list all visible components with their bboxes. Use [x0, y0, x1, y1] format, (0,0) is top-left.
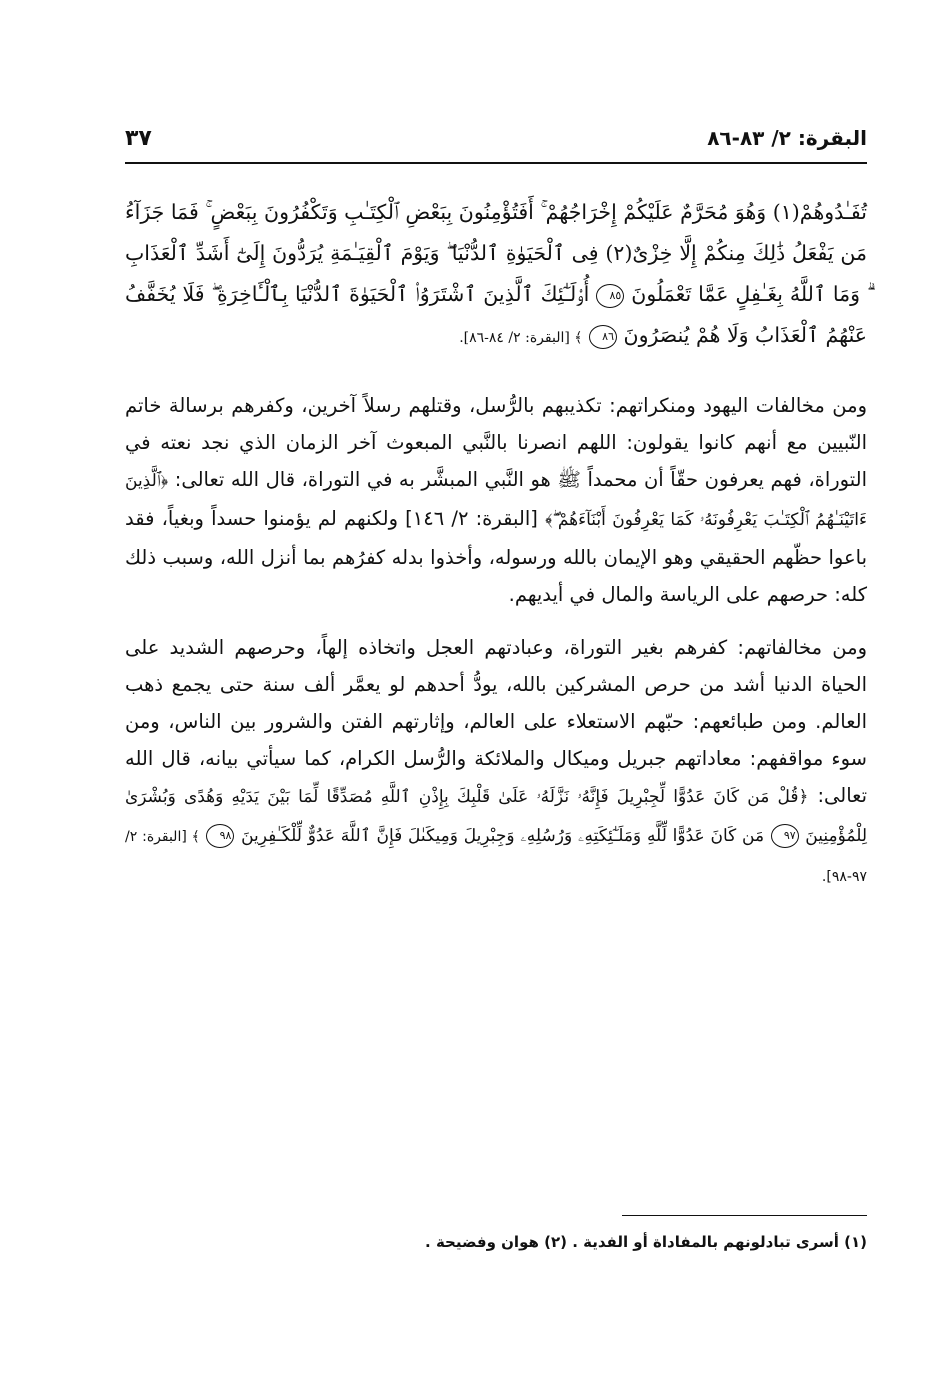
paragraph-2-source: ﴾ [البقرة: ٢/ ٩٧-٩٨].: [125, 829, 867, 885]
footnote-divider: [622, 1215, 867, 1216]
ayah-number-85: ٨٥: [596, 284, 624, 308]
surah-reference: البقرة: ٢/ ٨٣-٨٦: [707, 126, 867, 150]
page-header: [125, 120, 867, 164]
ayah-number-86: ٨٦: [589, 325, 617, 349]
paragraph-1: [125, 387, 867, 613]
paragraph-2-quote: ﴿قُلْ مَن كَانَ عَدُوًّا لِّجِبْرِيلَ فَإِنَّهُۥ نَزَّلَهُۥ عَلَىٰ قَلْبِكَ بِإِذْنِ ٱللَّهِ مُصَدِّقًا لِّمَا بَيْنَ يَدَيْهِ وَهُدًى وَبُشْرَىٰ لِلْمُؤْمِنِينَ: [125, 787, 868, 846]
quran-source: ﴾ [البقرة: ٢/ ٨٤-٨٦].: [459, 330, 583, 346]
quran-verse-text: تُفَـٰدُوهُمْ(١) وَهُوَ مُحَرَّمٌ عَلَيْكُمْ إِخْرَاجُهُمْ ۚ أَفَتُؤْمِنُونَ بِبَعْضِ ٱلْكِتَـٰبِ وَتَكْفُرُونَ بِبَعْضٍ ۚ فَمَا جَزَآءُ مَن يَفْعَلُ ذَٰلِكَ مِنكُمْ إِلَّا خِزْىٌ(٢) فِى ٱلْحَيَوٰةِ ٱلدُّنْيَا ۖ وَيَوْمَ ٱلْقِيَـٰمَةِ يُرَدُّونَ إِلَىٰٓ أَشَدِّ ٱلْعَذَابِ ۗ وَمَا ٱللَّهُ بِغَـٰفِلٍ عَمَّا تَعْمَلُونَ: [125, 200, 867, 306]
paragraph-1-rest: [البقرة: ٢/ ١٤٦] ولكنهم لم يؤمنوا حسداً وبغياً، فقد باعوا حظّهم الحقيقي وهو الإيمان بالله ورسوله، وأخذوا بدله كفرُهم بما أنزل الله، وسبب ذلك كله: حرصهم على الرياسة والمال في أيديهم.: [125, 507, 867, 606]
ayah-number-97: ٩٧: [771, 824, 799, 848]
paragraph-2: [125, 629, 867, 896]
page-number: ٣٧: [125, 126, 152, 151]
paragraph-2-quote-2: مَن كَانَ عَدُوًّا لِّلَّهِ وَمَلَـٰٓئِكَتِهِۦ وَرُسُلِهِۦ وَجِبْرِيلَ وَمِيكَىٰلَ فَإِنَّ ٱللَّهَ عَدُوٌّ لِّلْكَـٰفِرِينَ: [241, 826, 765, 846]
ayah-number-98: ٩٨: [206, 824, 234, 848]
paragraph-1-text: ومن مخالفات اليهود ومنكراتهم: تكذيبهم بالرُّسل، وقتلهم رسلاً آخرين، وكفرهم برسالة خاتم النّبيين مع أنهم كانوا يقولون: اللهم انصرنا بالنَّبي المبعوث آخر الزمان الذي نجد نعته في التوراة، فهم يعرفون حقّاً أن محمداً ﷺ هو النَّبي المبشَّر به في التوراة، قال الله تعالى:: [125, 394, 867, 491]
book-page: [125, 120, 868, 1251]
quran-passage: [125, 192, 867, 359]
paragraph-2-text: ومن مخالفاتهم: كفرهم بغير التوراة، وعبادتهم العجل واتخاذه إلهاً، وحرصهم الشديد على الحياة الدنيا أشد من حرص المشركين بالله، يودُّ أحدهم لو يعمَّر ألف سنة حتى يجمع ذهب العالم. ومن طبائعهم: حبّهم الاستعلاء على العالم، وإثارتهم الفتن والشرور بين الناس، ومن سوء مواقفهم: معاداتهم جبريل وميكال والملائكة والرُّسل الكرام، كما سيأتي بيانه، قال الله تعالى:: [125, 636, 867, 807]
quran-verse-text-2: أُو۟لَـٰٓئِكَ ٱلَّذِينَ ٱشْتَرَوُا۟ ٱلْحَيَوٰةَ ٱلدُّنْيَا بِٱلْـَٔاخِرَةِ ۖ فَلَا يُخَفَّفُ عَنْهُمُ ٱلْعَذَابُ وَلَا هُمْ يُنصَرُونَ: [125, 282, 867, 347]
paragraph-1-quote: ﴿ٱلَّذِينَ ءَاتَيْنَـٰهُمُ ٱلْكِتَـٰبَ يَعْرِفُونَهُۥ كَمَا يَعْرِفُونَ أَبْنَآءَهُمْ ۖ﴾: [125, 471, 867, 530]
footnote: (١) أسرى تبادلونهم بالمفاداة أو الفدية . (٢) هوان وفضيحة .: [425, 1233, 867, 1251]
